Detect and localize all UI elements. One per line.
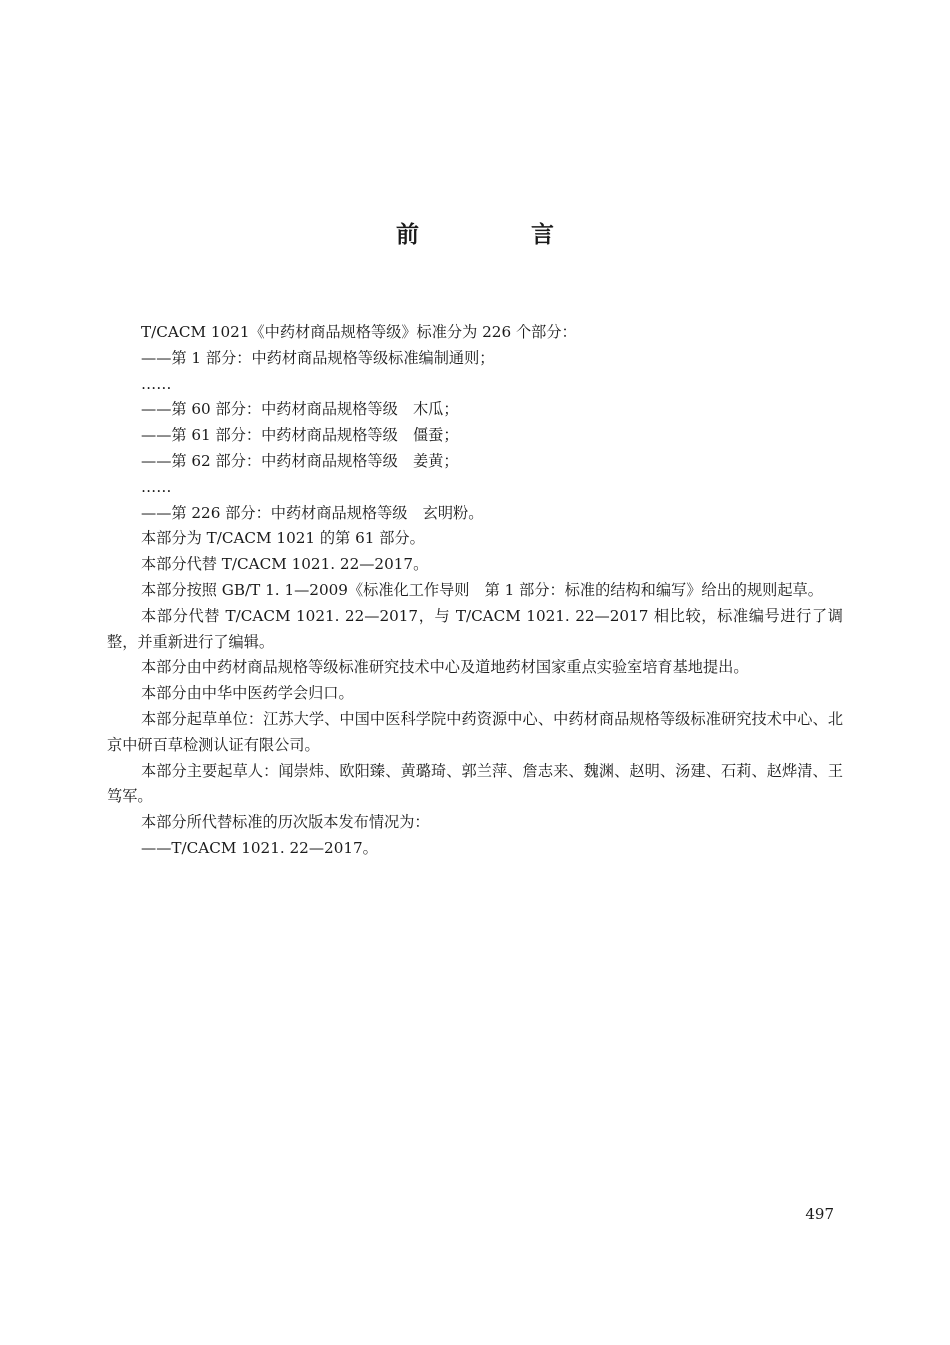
page-title: 前 言 (395, 222, 606, 248)
paragraph-parts-intro: T/CACM 1021《中药材商品规格等级》标准分为 226 个部分： (141, 323, 577, 341)
paragraph-previous-edition-item: ——T/CACM 1021. 22—2017。 (141, 838, 378, 857)
paragraph-replaces: 本部分代替 T/CACM 1021. 22—2017。 (141, 555, 429, 574)
paragraph-previous-editions: 本部分所代替标准的历次版本发布情况为： (141, 813, 430, 832)
paragraph-drafting-rules: 本部分按照 GB/T 1. 1—2009《标准化工作导则 第 1 部分：标准的结构和编写》给出的规则起草。 (141, 580, 823, 599)
paragraph-this-part: 本部分为 T/CACM 1021 的第 61 部分。 (141, 529, 425, 548)
paragraph-ellipsis: …… (141, 477, 172, 496)
paragraph-drafting-units: 本部分起草单位：江苏大学、中国中医科学院中药资源中心、中药材商品规格等级标准研究技术中心、北京中研百草检测认证有限公司。 (107, 709, 843, 754)
paragraph-part-61: ——第 61 部分：中药材商品规格等级 僵蚕； (141, 426, 459, 445)
paragraph-administered-by: 本部分由中华中医药学会归口。 (141, 684, 354, 703)
paragraph-changes: 本部分代替 T/CACM 1021. 22—2017，与 T/CACM 1021. 22—2017 相比较，标准编号进行了调整，并重新进行了编辑。 (107, 606, 843, 651)
paragraph-part-62: ——第 62 部分：中药材商品规格等级 姜黄； (141, 451, 459, 470)
page-number: 497 (805, 1205, 834, 1223)
paragraph-part-60: ——第 60 部分：中药材商品规格等级 木瓜； (141, 400, 459, 419)
paragraph-part-1: ——第 1 部分：中药材商品规格等级标准编制通则； (141, 348, 495, 367)
paragraph-proposed-by: 本部分由中药材商品规格等级标准研究技术中心及道地药材国家重点实验室培育基地提出。 (141, 658, 749, 677)
paragraph-ellipsis: …… (141, 374, 172, 393)
paragraph-drafters: 本部分主要起草人：闻崇炜、欧阳臻、黄璐琦、郭兰萍、詹志来、魏渊、赵明、汤建、石莉、赵烨清、王笃军。 (107, 761, 843, 806)
paragraph-part-226: ——第 226 部分：中药材商品规格等级 玄明粉。 (141, 503, 484, 522)
foreword-body (107, 320, 843, 862)
